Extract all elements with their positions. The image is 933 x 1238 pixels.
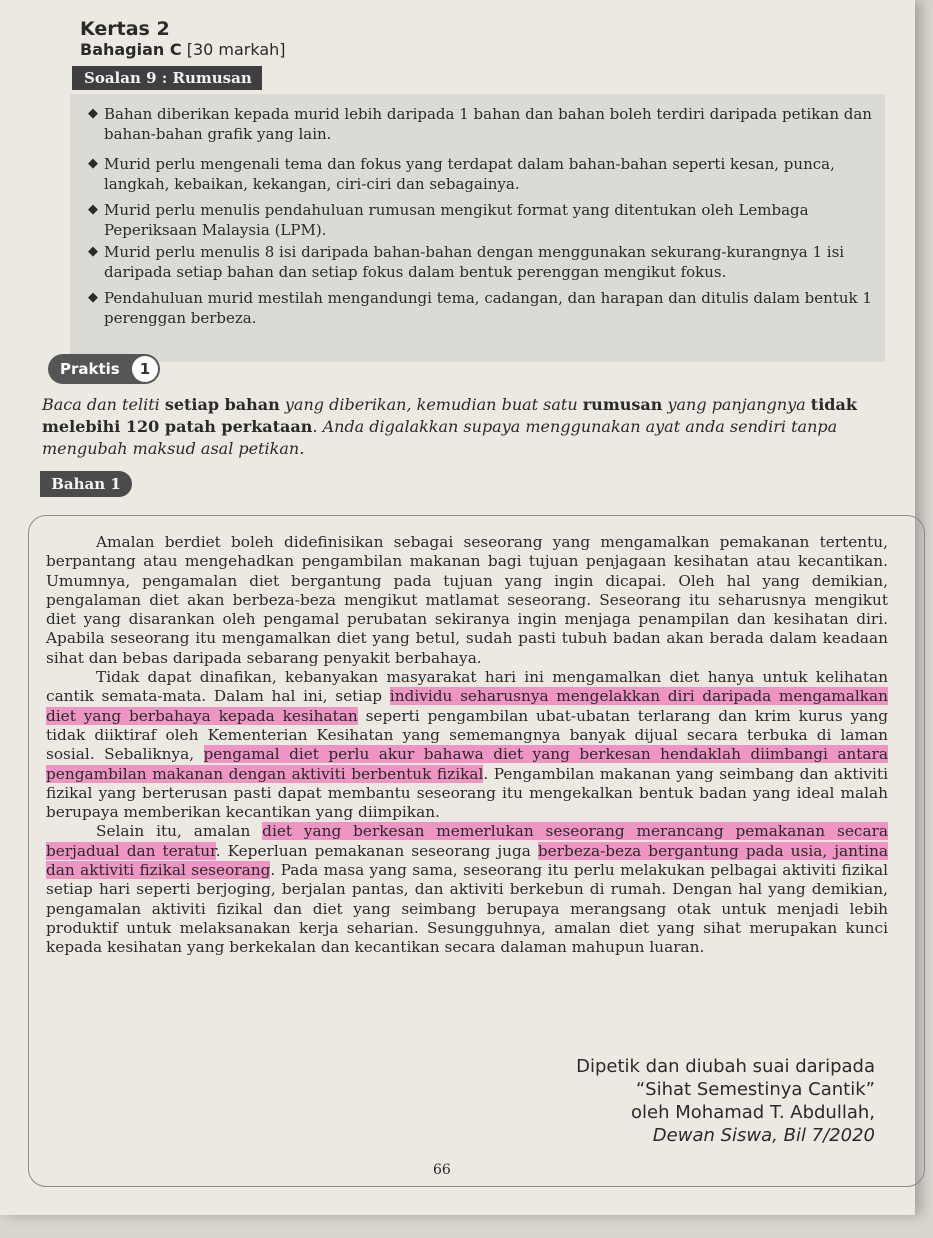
- highlighted-text: individu seharusnya mengelakkan diri daripada mengamalkan diet yang berbahaya kepada kesihatan: [46, 687, 889, 725]
- passage: [46, 533, 888, 958]
- guideline-item: [88, 104, 876, 144]
- material-label: Bahan 1: [40, 471, 132, 497]
- section-title: [80, 40, 286, 59]
- guideline-text: Murid perlu menulis 8 isi daripada bahan-bahan dengan menggunakan sekurang-kurangnya 1 isi daripada setiap bahan dan setiap fokus dalam bentuk perenggan mengikut fokus.: [104, 243, 845, 281]
- guideline-text: Bahan diberikan kepada murid lebih daripada 1 bahan dan bahan boleh terdiri daripada petikan dan bahan-bahan grafik yang lain.: [104, 105, 872, 143]
- text-run: . Pada masa yang sama, seseorang itu perlu melakukan pelbagai aktiviti fizikal setiap hari seperti berjoging, berjalan pantas, dan aktiviti berkebun di rumah. Dengan hal yang demikian, pengamalan aktiviti fizikal dan diet yang seimbang berupaya merangsang otak untuk menjadi lebih produktif untuk melaksanakan kerja seharian. Sesungguhnya, amalan diet yang sihat merupakan kunci kepada kesihatan yang berkekalan dan kecantikan secara dalaman mahupun luaran.: [46, 861, 888, 957]
- source-line: Dipetik dan diubah suai daripada: [576, 1056, 875, 1077]
- instruction-part: Baca dan teliti: [42, 395, 165, 414]
- page-number: 66: [433, 1162, 451, 1178]
- source-citation: [576, 1055, 875, 1147]
- diamond-bullet-icon: ◆: [88, 106, 98, 121]
- practice-badge: [48, 354, 160, 384]
- text-run: seperti pengambilan ubat-ubatan terlarang dan krim kurus yang tidak diiktiraf oleh Kementerian Kesihatan yang sememangnya banyak dijual secara terbuka di laman sosial. Sebaliknya,: [46, 706, 889, 764]
- text-run: . Pengambilan makanan yang seimbang dan aktiviti fizikal yang berterusan pasti dapat membantu seseorang itu mengekalkan bentuk badan yang ideal malah berupaya memberikan kecantikan yang diimpikan.: [46, 764, 888, 822]
- practice-label: Praktis: [60, 360, 120, 378]
- diamond-bullet-icon: ◆: [88, 244, 98, 259]
- instruction-bold: tidak melebihi 120 patah perkataan: [42, 395, 857, 436]
- highlighted-text: pengamal diet perlu akur bahawa diet yang berkesan hendaklah diimbangi antara pengambilan makanan dengan aktiviti berbentuk fizikal: [46, 745, 888, 783]
- diamond-bullet-icon: ◆: [88, 202, 98, 217]
- guideline-item: [88, 200, 876, 240]
- instruction-part: yang panjangnya: [662, 395, 811, 414]
- text-run: Tidak dapat dinafikan, kebanyakan masyarakat hari ini mengamalkan diet hanya untuk kelihatan cantik semata-mata. Dalam hal ini, setiap: [46, 668, 888, 706]
- guideline-text: Pendahuluan murid mestilah mengandungi tema, cadangan, dan harapan dan ditulis dalam bentuk 1 perenggan berbeza.: [104, 289, 872, 327]
- highlighted-text: diet yang berkesan memerlukan seseorang merancang pemakanan secara berjadual dan teratur: [46, 822, 888, 860]
- source-title: “Sihat Semestinya Cantik”: [635, 1079, 875, 1100]
- text-run: . Keperluan pemakanan seseorang juga: [215, 841, 538, 860]
- instruction-part: yang diberikan, kemudian buat satu: [279, 395, 583, 414]
- section-label: Bahagian C: [80, 40, 182, 59]
- guideline-item: [88, 154, 876, 194]
- text-run: Selain itu, amalan: [96, 822, 263, 841]
- instruction-bold: rumusan: [582, 395, 663, 414]
- paragraph-2: [46, 668, 888, 822]
- source-publication: Dewan Siswa, Bil 7/2020: [652, 1125, 875, 1146]
- instruction-bold: setiap bahan: [164, 395, 280, 414]
- diamond-bullet-icon: ◆: [88, 156, 98, 171]
- guideline-item: [88, 242, 876, 282]
- section-marks: [30 markah]: [181, 40, 286, 59]
- instruction-text: [42, 394, 882, 460]
- paragraph-1: Amalan berdiet boleh didefinisikan sebagai seseorang yang mengamalkan pemakanan tertentu, berpantang atau mengehadkan pengambilan makanan bagi tujuan penjagaan kesihatan atau kecantikan. Umumnya, pengamalan diet bergantung pada tujuan yang ingin dicapai. Oleh hal yang demikian, pengalaman diet akan berbeza-beza mengikut matlamat seseorang. Seseorang itu seharusnya mengikut diet yang disarankan oleh pengamal perubatan sekiranya ingin menjaga penampilan dan kesihatan diri. Apabila seseorang itu mengamalkan diet yang betul, sudah pasti tubuh badan akan berada dalam keadaan sihat dan bebas daripada sebarang penyakit berbahaya.: [46, 533, 888, 667]
- question-banner: Soalan 9 : Rumusan: [72, 66, 262, 90]
- paragraph-3: [46, 822, 888, 957]
- instruction-part: . Anda digalakkan supaya menggunakan ayat anda sendiri tanpa mengubah maksud asal petikan.: [42, 417, 838, 458]
- highlighted-text: berbeza-beza bergantung pada usia, jantina dan aktiviti fizikal seseorang: [46, 841, 889, 880]
- diamond-bullet-icon: ◆: [88, 290, 98, 305]
- paper-title: Kertas 2: [80, 18, 170, 40]
- guideline-text: Murid perlu mengenali tema dan fokus yang terdapat dalam bahan-bahan seperti kesan, punca, langkah, kebaikan, kekangan, ciri-ciri dan sebagainya.: [104, 155, 835, 193]
- source-author: oleh Mohamad T. Abdullah,: [631, 1102, 875, 1123]
- guideline-item: [88, 288, 876, 328]
- practice-number: 1: [132, 356, 158, 382]
- guideline-text: Murid perlu menulis pendahuluan rumusan mengikut format yang ditentukan oleh Lembaga Peperiksaan Malaysia (LPM).: [104, 201, 809, 239]
